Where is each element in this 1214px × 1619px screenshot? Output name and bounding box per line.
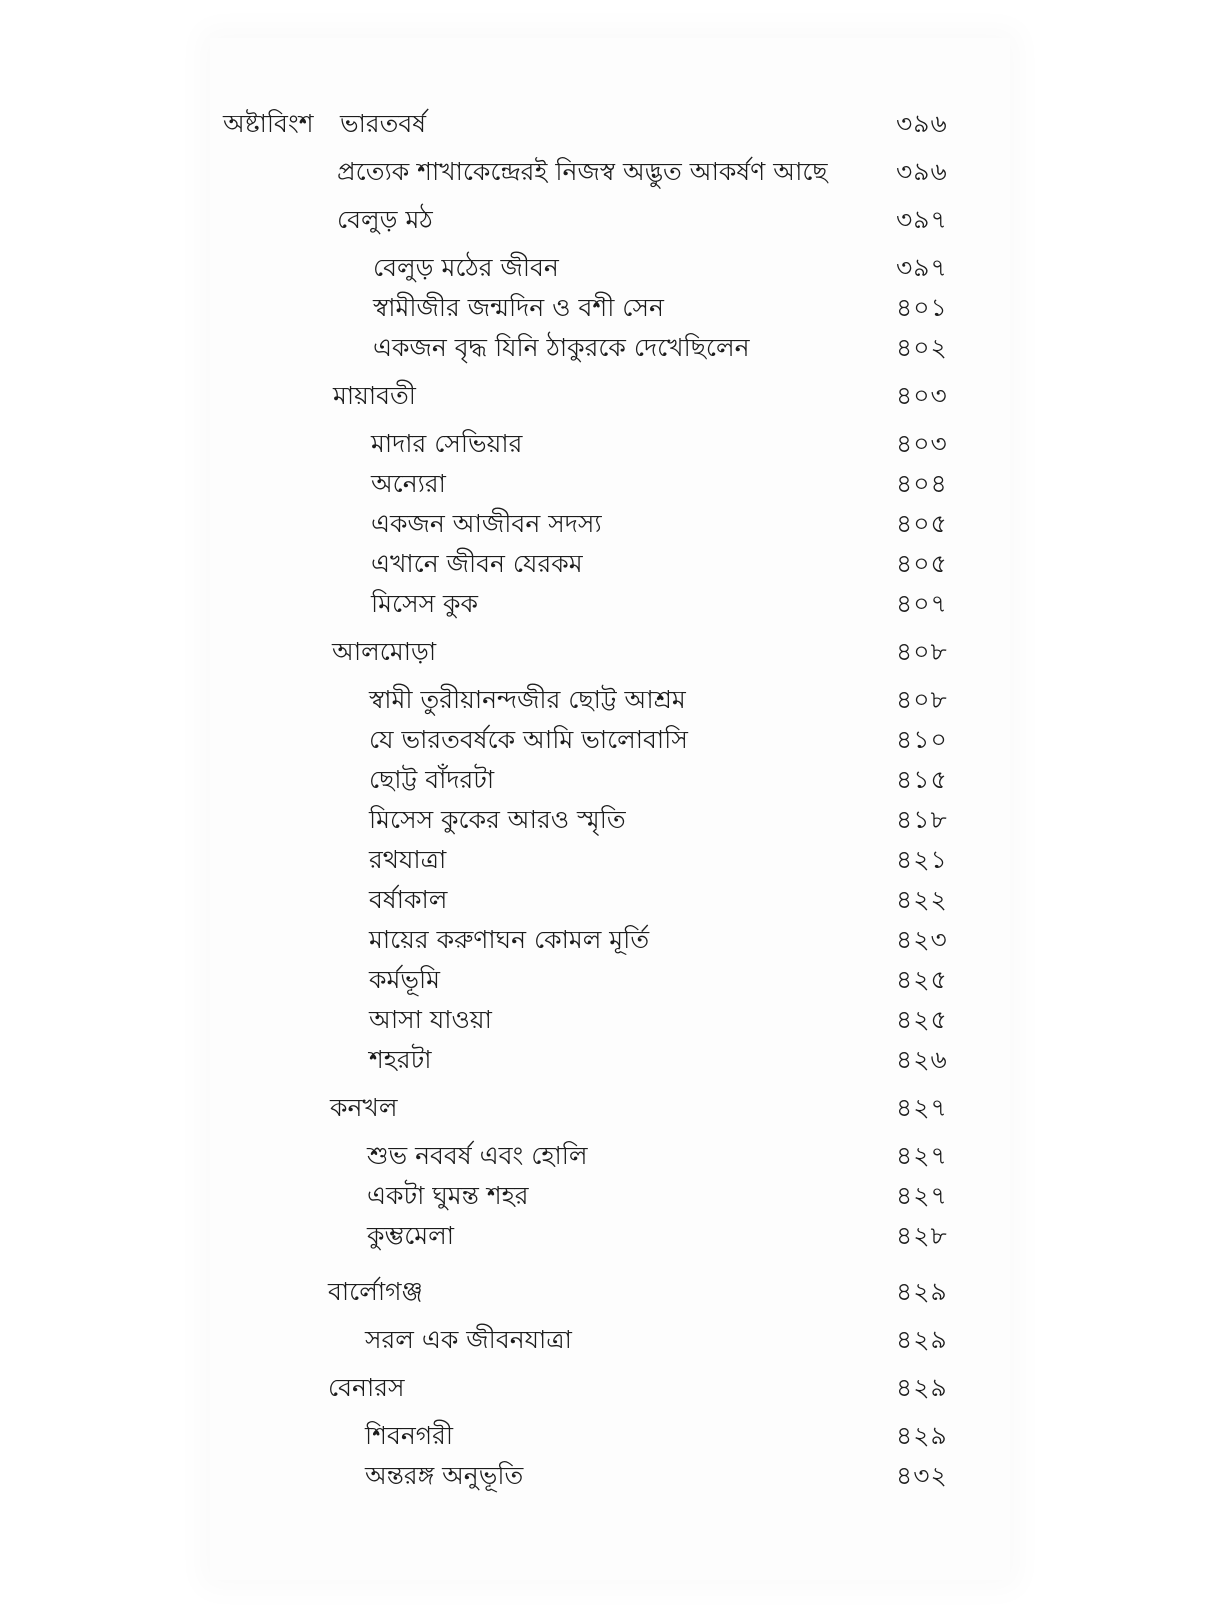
entry-title: মিসেস কুকের আরও স্মৃতি	[369, 805, 626, 834]
page-number: ৪০১	[896, 293, 948, 322]
page-number: ৪২৬	[896, 1045, 948, 1074]
page-number: ৪২৭	[896, 1141, 948, 1170]
page-number: ৪১৮	[896, 805, 948, 834]
entry-title: একজন আজীবন সদস্য	[371, 509, 602, 538]
entry-title: বেনারস	[328, 1373, 405, 1402]
page-number: ৪২১	[896, 845, 948, 874]
page-number: ৪০৮	[896, 685, 948, 714]
page-number: ৪১৫	[896, 765, 948, 794]
page-number: ৪২৫	[896, 1005, 948, 1034]
entry-title: স্বামী তুরীয়ানন্দজীর ছোট্ট আশ্রম	[369, 685, 686, 714]
entry-title: অন্তরঙ্গ অনুভূতি	[365, 1461, 524, 1490]
entry-title: শুভ নববর্ষ এবং হোলি	[367, 1141, 588, 1170]
page-number: ৪০৮	[896, 637, 948, 666]
page-number: ৪০৪	[896, 469, 948, 498]
page-number: ৩৯৬	[896, 157, 948, 186]
page-number: ৪০৩	[896, 429, 948, 458]
page-number: ৪২৩	[896, 925, 948, 954]
page-number: ৩৯৬	[896, 109, 948, 138]
page-number: ৪১০	[896, 725, 948, 754]
entry-title: রথযাত্রা	[369, 845, 447, 874]
page-number: ৪২৯	[896, 1325, 948, 1354]
entry-title: মিসেস কুক	[371, 589, 479, 618]
entry-title: একটা ঘুমন্ত শহর	[367, 1181, 529, 1210]
entry-title: বেলুড় মঠের জীবন	[373, 253, 559, 282]
page-number: ৪২২	[896, 885, 948, 914]
page-number: ৪০৫	[896, 549, 948, 578]
entry-title: অন্যেরা	[371, 469, 446, 498]
page-number: ৪২৭	[896, 1093, 948, 1122]
page-number: ৩৯৭	[896, 205, 948, 234]
entry-title: কনখল	[330, 1093, 398, 1122]
entry-title: মাদার সেভিয়ার	[371, 429, 523, 458]
page-number: ৪০৭	[896, 589, 948, 618]
entry-title: কুম্ভমেলা	[367, 1221, 455, 1250]
chapter-title: ভারতবর্ষ	[340, 109, 427, 138]
entry-title: ছোট্ট বাঁদরটা	[369, 765, 495, 794]
entry-title: বর্ষাকাল	[369, 885, 448, 914]
entry-title: এখানে জীবন যেরকম	[371, 549, 583, 578]
entry-title: আলমোড়া	[332, 637, 437, 666]
page-number: ৪০২	[896, 333, 948, 362]
entry-title: শহরটা	[369, 1045, 432, 1074]
page-number: ৪২৯	[896, 1277, 948, 1306]
entry-title: কর্মভূমি	[369, 965, 441, 994]
page-number: ৪২৯	[896, 1421, 948, 1450]
entry-title: মায়াবতী	[333, 381, 416, 410]
page-number: ৪৩২	[896, 1461, 948, 1490]
entry-title: আসা যাওয়া	[369, 1005, 492, 1034]
entry-title: স্বামীজীর জন্মদিন ও বশী সেন	[373, 293, 664, 322]
entry-title: যে ভারতবর্ষকে আমি ভালোবাসি	[369, 725, 688, 754]
page-number: ৪২৭	[896, 1181, 948, 1210]
page-number: ৩৯৭	[896, 253, 948, 282]
chapter-number: অষ্টাবিংশ	[223, 109, 314, 138]
entry-title: বার্লোগঞ্জ	[328, 1277, 423, 1306]
page-number: ৪২৯	[896, 1373, 948, 1402]
entry-title: প্রত্যেক শাখাকেন্দ্রেরই নিজস্ব অদ্ভুত আকর্ষণ আছে	[337, 157, 828, 186]
page-number: ৪০৫	[896, 509, 948, 538]
page-number: ৪২৫	[896, 965, 948, 994]
entry-title: মায়ের করুণাঘন কোমল মূর্তি	[369, 925, 650, 954]
entry-title: বেলুড় মঠ	[337, 205, 433, 234]
entry-title: শিবনগরী	[365, 1421, 454, 1450]
page-number: ৪২৮	[896, 1221, 948, 1250]
page-number: ৪০৩	[896, 381, 948, 410]
entry-title: সরল এক জীবনযাত্রা	[365, 1325, 572, 1354]
entry-title: একজন বৃদ্ধ যিনি ঠাকুরকে দেখেছিলেন	[373, 333, 750, 362]
